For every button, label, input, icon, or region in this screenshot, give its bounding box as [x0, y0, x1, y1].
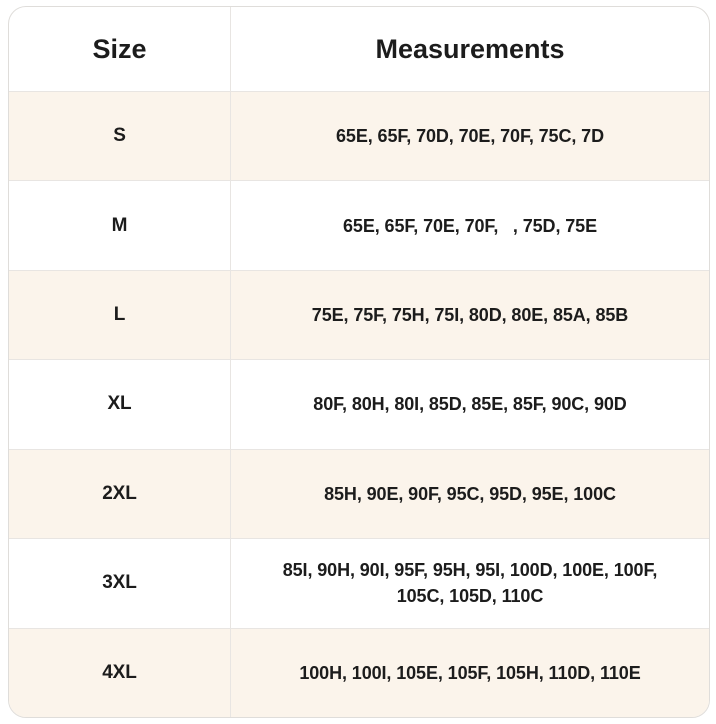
table-row-xl	[9, 359, 709, 448]
measurements-cell: 85H, 90E, 90F, 95C, 95D, 95E, 100C	[324, 483, 616, 504]
table-row-3xl	[9, 538, 709, 627]
table-row-2xl	[9, 449, 709, 538]
size-cell: S	[9, 92, 231, 180]
table-row-m	[9, 180, 709, 269]
size-cell: M	[9, 181, 231, 269]
size-cell: L	[9, 271, 231, 359]
table-row-l	[9, 270, 709, 359]
measurements-cell: 80F, 80H, 80I, 85D, 85E, 85F, 90C, 90D	[313, 394, 627, 415]
column-header-size: Size	[9, 7, 231, 91]
measurements-cell: 85I, 90H, 90I, 95F, 95H, 95I, 100D, 100E, 100F, 105C, 105D, 110C	[282, 560, 663, 607]
measurements-cell: 65E, 65F, 70D, 70E, 70F, 75C, 7D	[336, 126, 604, 147]
measurements-cell: 75E, 75F, 75H, 75I, 80D, 80E, 85A, 85B	[311, 305, 629, 326]
size-chart-table	[8, 6, 710, 718]
size-cell: 2XL	[9, 450, 231, 538]
measurements-cell: 100H, 100I, 105E, 105F, 105H, 110D, 110E	[299, 662, 641, 683]
table-header-row	[9, 7, 709, 91]
table-row-4xl	[9, 628, 709, 717]
table-row-s	[9, 91, 709, 180]
size-cell: 4XL	[9, 629, 231, 717]
size-cell: 3XL	[9, 539, 231, 627]
measurements-cell: 65E, 65F, 70E, 70F, , 75D, 75E	[343, 215, 597, 236]
size-cell: XL	[9, 360, 231, 448]
column-header-measurements: Measurements	[375, 34, 565, 64]
